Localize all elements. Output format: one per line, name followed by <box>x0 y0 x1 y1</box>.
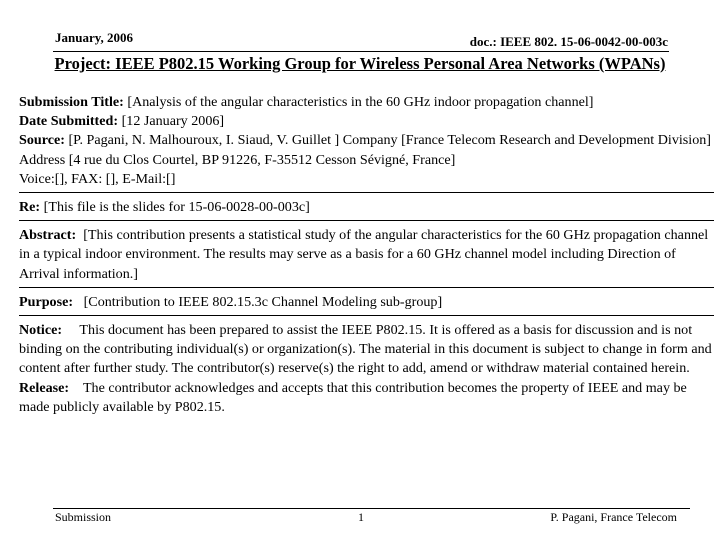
section-divider <box>19 315 714 316</box>
footer-page-number: 1 <box>358 510 364 524</box>
source-label: Source: <box>19 132 65 149</box>
re-line <box>19 198 714 217</box>
purpose-value: [Contribution to IEEE 802.15.3c Channel Modeling sub-group] <box>83 293 443 310</box>
submission-title-value: [Analysis of the angular characteristics in the 60 GHz indoor propagation channel] <box>127 94 594 110</box>
footer-divider <box>53 508 690 509</box>
re-value: [This file is the slides for 15-06-0028-00-003c] <box>43 199 310 216</box>
notice-value: This document has been prepared to assist the IEEE P802.15. It is offered as a basis for discussion and is not binding on the contributing individual(s) or organization(s). The material in this document is subject to change in form and content after further study. The contributor(s) reserve(s) the right to add, amend or withdraw material contained herein. <box>19 322 712 377</box>
section-divider <box>19 287 714 288</box>
abstract-paragraph <box>19 226 714 284</box>
footer-author: P. Pagani, France Telecom <box>550 510 677 524</box>
section-divider <box>19 192 714 193</box>
re-label: Re: <box>19 199 41 216</box>
date-submitted-label: Date Submitted: <box>19 113 119 130</box>
section-divider <box>19 220 714 221</box>
release-label: Release: <box>19 379 70 396</box>
purpose-label: Purpose: <box>19 293 74 310</box>
voice-line: Voice:[], FAX: [], E-Mail:[] <box>19 170 176 187</box>
submission-title-line <box>19 93 714 112</box>
release-paragraph <box>19 379 714 417</box>
footer-submission: Submission <box>55 510 112 524</box>
document-body <box>19 93 714 417</box>
source-line <box>19 131 714 150</box>
project-title: Project: IEEE P802.15 Working Group for Wireless Personal Area Networks (WPANs) <box>54 54 666 73</box>
release-value: The contributor acknowledges and accepts that this contribution becomes the property of IEEE and may be made publicly available by P802.15. <box>19 379 687 415</box>
address-line: Address [4 rue du Clos Courtel, BP 91226, F-35512 Cesson Sévigné, France] <box>19 151 456 168</box>
notice-paragraph <box>19 321 714 379</box>
abstract-value: [This contribution presents a statistical study of the angular characteristics for the 60 GHz propagation channel in a typical indoor environment. The results may serve as a basis for a 60 GHz channel model including Direction of Arrival information.] <box>19 227 709 282</box>
header-doc-id: doc.: IEEE 802. 15-06-0042-00-003c <box>469 34 668 49</box>
date-submitted-value: [12 January 2006] <box>121 113 225 130</box>
source-value: [P. Pagani, N. Malhouroux, I. Siaud, V. Guillet ] Company [France Telecom Research and Development Division] <box>68 132 711 149</box>
notice-label: Notice: <box>19 322 63 339</box>
date-submitted-line <box>19 112 714 131</box>
header-date: January, 2006 <box>55 30 134 45</box>
submission-title-label: Submission Title: <box>19 94 124 110</box>
header-divider <box>53 51 669 52</box>
purpose-line <box>19 293 714 312</box>
abstract-label: Abstract: <box>19 227 77 244</box>
